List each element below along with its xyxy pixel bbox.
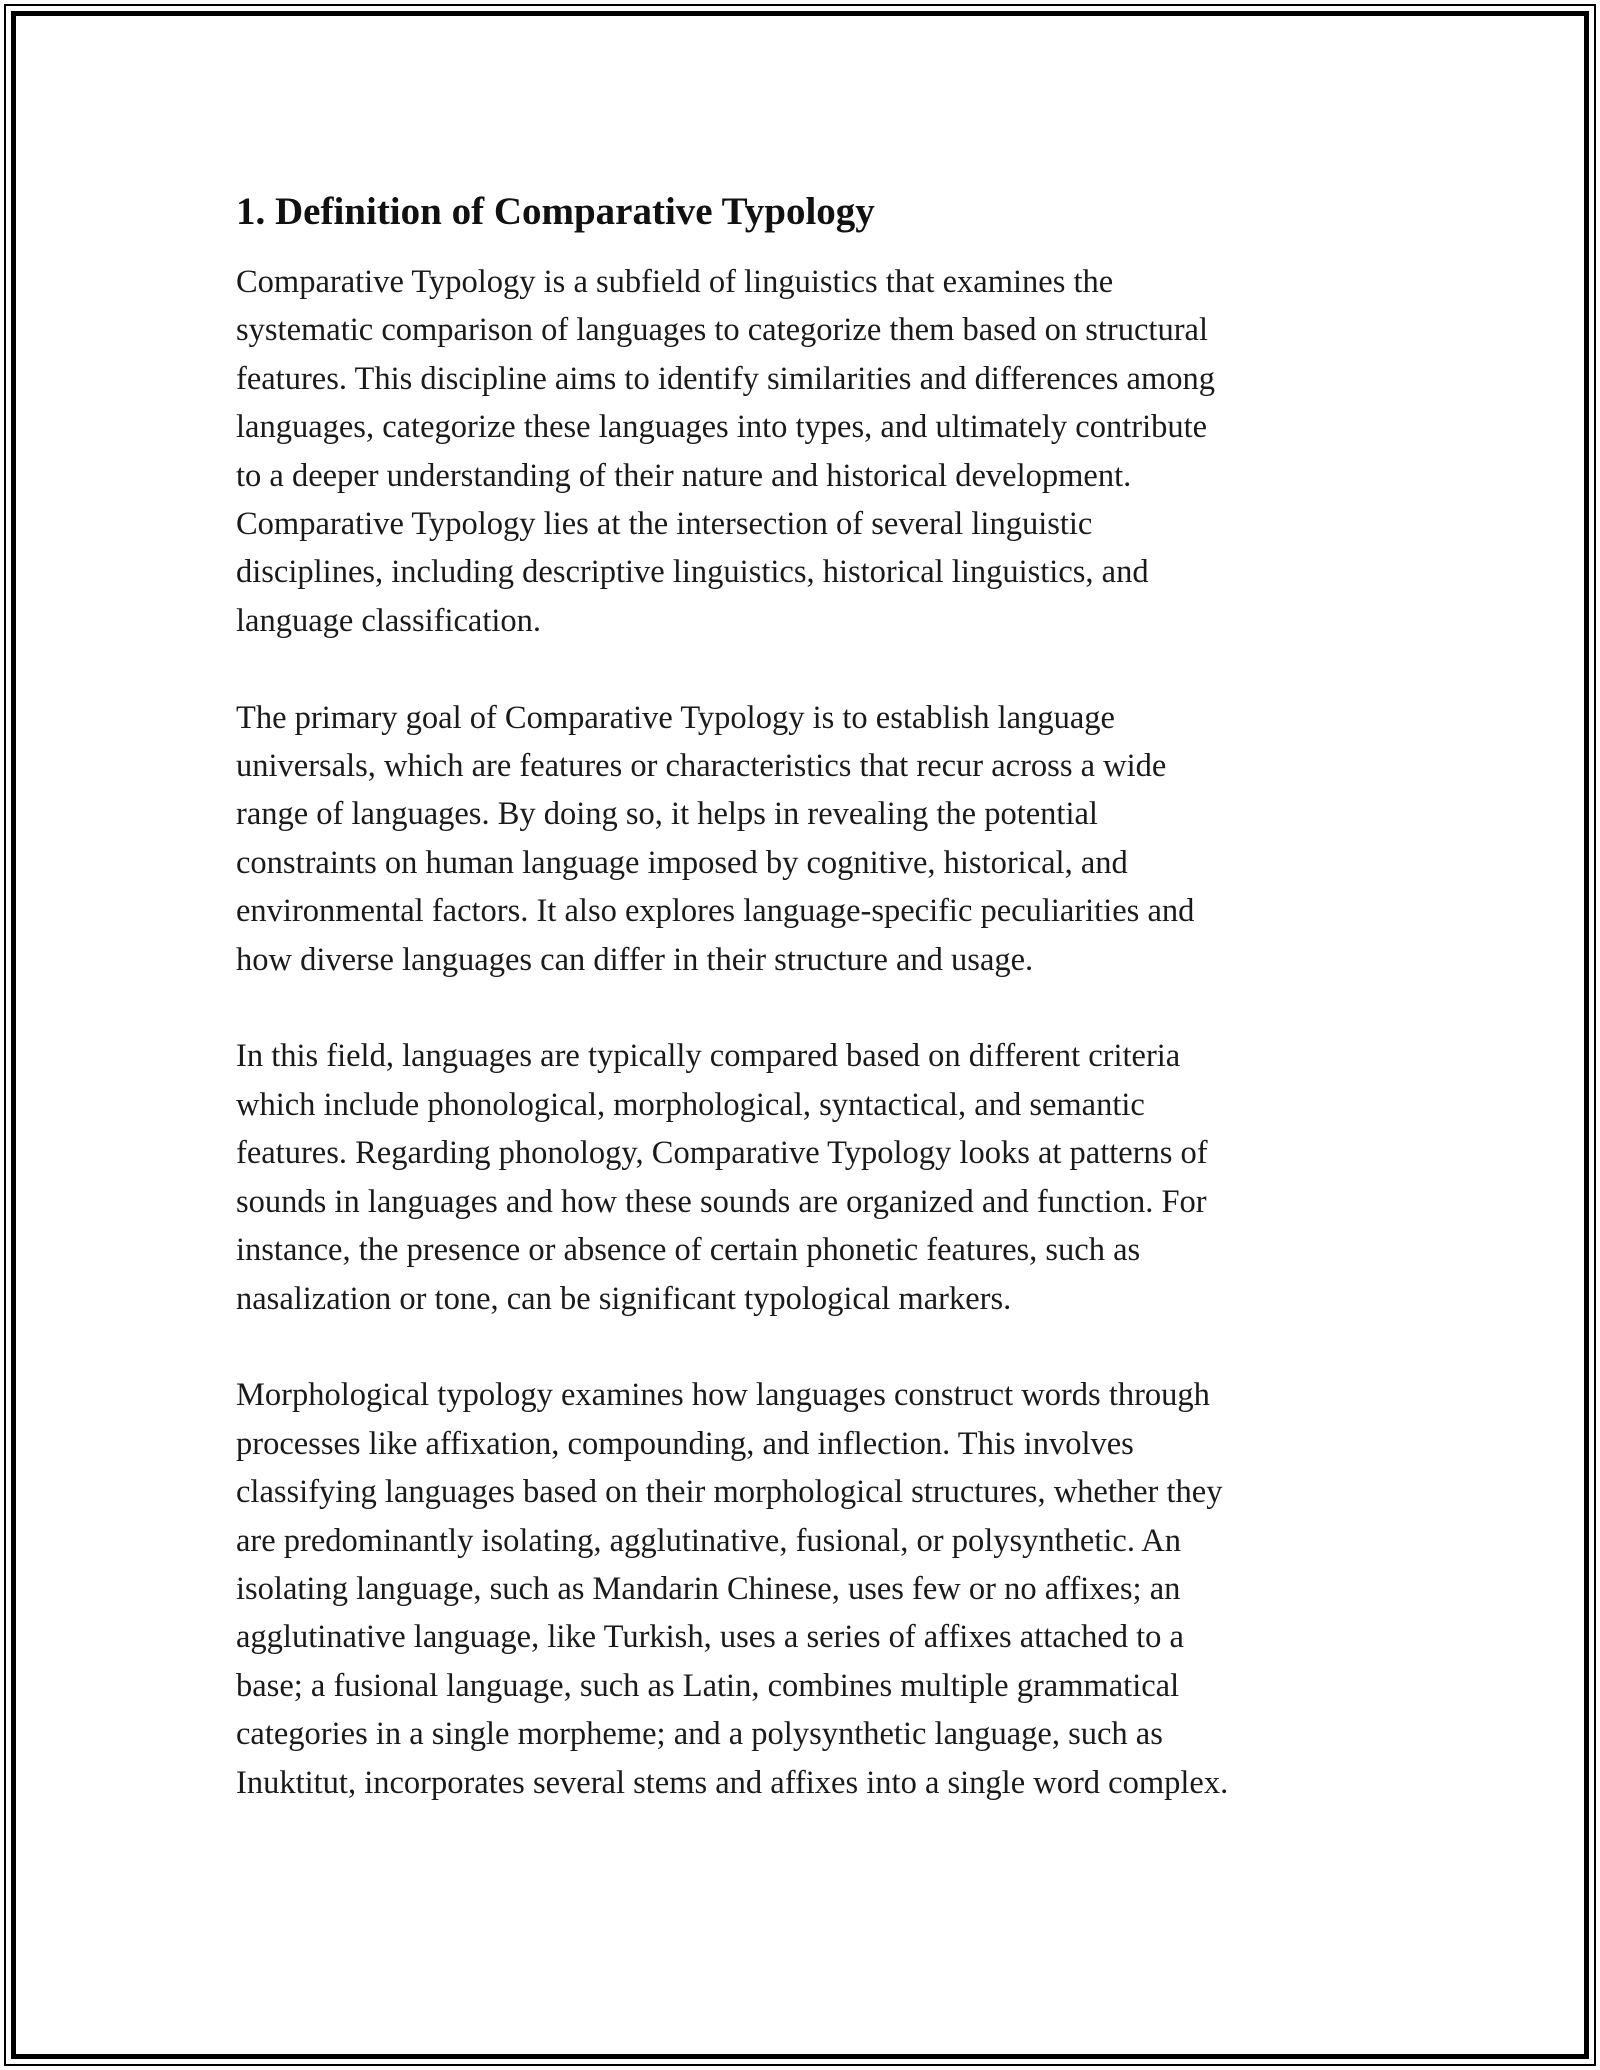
section-heading: 1. Definition of Comparative Typology (236, 190, 875, 233)
text-line: In this field, languages are typically compared based on different criteria (236, 1038, 1181, 1075)
text-line: sounds in languages and how these sounds are organized and function. For (236, 1183, 1207, 1220)
text-line: features. Regarding phonology, Comparative Typology looks at patterns of (236, 1135, 1208, 1172)
text-line: The primary goal of Comparative Typology is to establish language (236, 699, 1115, 736)
text-line: features. This discipline aims to identify similarities and differences among (236, 360, 1215, 397)
text-line: base; a fusional language, such as Latin, combines multiple grammatical (236, 1667, 1180, 1704)
text-line: which include phonological, morphological, syntactical, and semantic (236, 1086, 1145, 1123)
text-line: Morphological typology examines how languages construct words through (236, 1377, 1210, 1414)
text-line: Inuktitut, incorporates several stems and affixes into a single word complex. (236, 1764, 1229, 1801)
paragraph-1 (236, 258, 1366, 645)
paragraph-list (236, 258, 1366, 1807)
text-line: to a deeper understanding of their nature and historical development. (236, 457, 1132, 494)
text-line: disciplines, including descriptive linguistics, historical linguistics, and (236, 554, 1149, 591)
paragraph-2 (236, 694, 1366, 984)
text-line: Comparative Typology lies at the intersection of several linguistic (236, 506, 1093, 543)
text-line: processes like affixation, compounding, and inflection. This involves (236, 1425, 1134, 1462)
paragraph-3 (236, 1032, 1366, 1322)
text-line: are predominantly isolating, agglutinative, fusional, or polysynthetic. An (236, 1522, 1182, 1559)
text-line: language classification. (236, 602, 542, 639)
text-line: how diverse languages can differ in their structure and usage. (236, 941, 1034, 978)
text-line: nasalization or tone, can be significant typological markers. (236, 1280, 1012, 1317)
text-line: agglutinative language, like Turkish, uses a series of affixes attached to a (236, 1619, 1184, 1656)
text-line: classifying languages based on their morphological structures, whether they (236, 1474, 1223, 1511)
text-line: instance, the presence or absence of certain phonetic features, such as (236, 1232, 1141, 1269)
text-line: constraints on human language imposed by cognitive, historical, and (236, 844, 1128, 881)
text-line: categories in a single morpheme; and a polysynthetic language, such as (236, 1716, 1163, 1753)
text-line: isolating language, such as Mandarin Chinese, uses few or no affixes; an (236, 1570, 1181, 1607)
text-line: range of languages. By doing so, it helps in revealing the potential (236, 796, 1098, 833)
document-body (236, 186, 1366, 1855)
text-line: universals, which are features or characteristics that recur across a wide (236, 748, 1167, 785)
paragraph-4 (236, 1371, 1366, 1807)
text-line: languages, categorize these languages into types, and ultimately contribute (236, 409, 1208, 446)
text-line: Comparative Typology is a subfield of linguistics that examines the (236, 264, 1114, 300)
text-line: systematic comparison of languages to categorize them based on structural (236, 312, 1208, 349)
text-line: environmental factors. It also explores language-specific peculiarities and (236, 893, 1195, 930)
